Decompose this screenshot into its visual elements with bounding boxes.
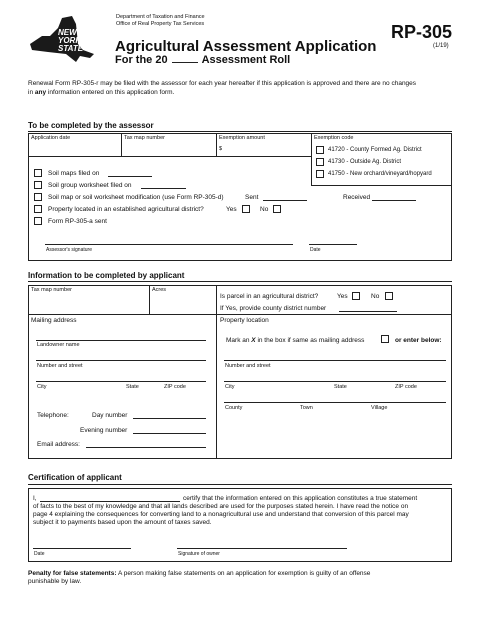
prop-street-label: Number and street: [225, 363, 271, 369]
assessor-signature-field[interactable]: [45, 244, 293, 245]
assessor-date-label: Date: [310, 247, 321, 253]
property-location-label: Property location: [220, 317, 269, 324]
applicant-heading: Information to be completed by applicant: [28, 271, 185, 280]
telephone-label: Telephone:: [37, 412, 69, 419]
penalty-line-2: punishable by law.: [28, 578, 82, 585]
code-41750-checkbox[interactable]: [316, 170, 324, 178]
applicant-rule: [28, 281, 452, 282]
subtitle-pre: For the 20: [115, 54, 168, 66]
in-ag-district-yes-label: Yes: [337, 293, 348, 300]
mail-city-label: City: [37, 384, 47, 390]
code-41720-checkbox[interactable]: [316, 146, 324, 154]
prop-city-field[interactable]: [224, 381, 446, 382]
assessor-col-div-3: [311, 133, 312, 185]
day-number-label: Day number: [92, 412, 128, 419]
dollar-sign: $: [219, 146, 223, 152]
intro-line-2-bold: any: [34, 89, 47, 96]
cert-name-field[interactable]: [40, 501, 180, 502]
sent-field[interactable]: [263, 200, 307, 201]
ag-district-yes-label: Yes: [226, 206, 237, 213]
subtitle-post: Assessment Roll: [201, 54, 291, 66]
mail-street-field[interactable]: [36, 360, 206, 361]
form-revision: (1/19): [433, 43, 449, 49]
cert-line-2: of facts to the best of my knowledge and that all lands described are used for the purposes stated herein. I have read the notice on: [33, 503, 409, 510]
in-ag-district-no-checkbox[interactable]: [385, 292, 393, 300]
app-acres-label: Acres: [152, 287, 167, 293]
county-district-field[interactable]: [339, 311, 397, 312]
assessor-heading: To be completed by the assessor: [28, 121, 154, 130]
county-district-label: If Yes, provide county district number: [220, 305, 327, 312]
soil-group-label: Soil group worksheet filed on: [48, 182, 132, 189]
cert-date-field[interactable]: [33, 548, 131, 549]
received-field[interactable]: [372, 200, 416, 201]
cert-date-label: Date: [34, 551, 45, 557]
form-sent-label: Form RP-305-a sent: [48, 218, 107, 225]
landowner-name-label: Landowner name: [37, 342, 80, 348]
evening-number-label: Evening number: [80, 427, 128, 434]
ag-district-checkbox[interactable]: [34, 205, 42, 213]
application-date-label: Application date: [31, 135, 71, 141]
exemption-code-bottom: [311, 185, 452, 186]
prop-town-label: Town: [300, 405, 313, 411]
dept-line-1: Department of Taxation and Finance: [116, 14, 205, 20]
assessor-date-field[interactable]: [309, 244, 357, 245]
ag-district-no-label: No: [260, 206, 269, 213]
intro-line-2: [28, 89, 174, 96]
form-code: RP-305: [391, 22, 453, 42]
evening-number-field[interactable]: [133, 433, 206, 434]
day-number-field[interactable]: [133, 418, 206, 419]
mark-x: X: [251, 337, 256, 344]
email-label: Email address:: [37, 441, 80, 448]
prop-street-field[interactable]: [224, 360, 446, 361]
cert-line-4: subject it to payments based upon the amount of taxes saved.: [33, 519, 212, 526]
landowner-name-field[interactable]: [36, 340, 206, 341]
soil-group-checkbox[interactable]: [34, 181, 42, 189]
code-41730-label: 41730 - Outside Ag. District: [328, 159, 402, 165]
same-as-mailing-text: [226, 337, 364, 344]
assessor-col-div-2: [216, 133, 217, 156]
form-subtitle: [115, 54, 290, 66]
assessor-signature-label: Assessor's signature: [46, 247, 92, 253]
or-enter-below-label: or enter below:: [395, 337, 442, 344]
cert-line-1: certify that the information entered on this application constitutes a true statement: [183, 495, 418, 502]
cert-i-label: I,: [33, 495, 37, 502]
penalty-bold: Penalty for false statements:: [28, 570, 117, 577]
certification-rule: [28, 484, 452, 485]
ag-district-label: Property located in an established agricultural district?: [48, 206, 204, 213]
prop-city-label: City: [225, 384, 235, 390]
same-as-mailing-checkbox[interactable]: [381, 335, 389, 343]
intro-line-2-post: information entered on this application form.: [46, 89, 175, 96]
soil-maps-label: Soil maps filed on: [48, 170, 100, 177]
assessor-rule: [28, 131, 452, 132]
state-logo-text: NEW YORK STATE: [58, 28, 84, 53]
exemption-code-label: Exemption code: [314, 135, 354, 141]
mail-city-field[interactable]: [36, 381, 206, 382]
intro-line-2-pre: in: [28, 89, 35, 96]
soil-maps-field[interactable]: [108, 176, 152, 177]
applicant-row-divider: [28, 314, 452, 315]
mail-street-label: Number and street: [37, 363, 83, 369]
prop-village-label: Village: [371, 405, 388, 411]
code-41720-label: 41720 - County Formed Ag. District: [328, 147, 422, 153]
owner-signature-label: Signature of owner: [178, 551, 220, 557]
soil-mod-checkbox[interactable]: [34, 193, 42, 201]
mailing-address-label: Mailing address: [31, 317, 77, 324]
prop-state-label: State: [334, 384, 347, 390]
state-logo: [28, 14, 98, 64]
assessor-row-divider: [28, 156, 311, 157]
mark-pre: Mark an: [226, 337, 252, 344]
code-41730-checkbox[interactable]: [316, 158, 324, 166]
certification-heading: Certification of applicant: [28, 473, 122, 482]
ag-district-yes-checkbox[interactable]: [242, 205, 250, 213]
cert-line-3: page 4 explaining the consequences for converting land to a nonagricultural use and understand that conversion of this parcel may: [33, 511, 409, 518]
intro-line-1: Renewal Form RP-305-r may be filed with the assessor for each year hereafter if this application is approved and there are no changes: [28, 80, 417, 87]
form-sent-checkbox[interactable]: [34, 217, 42, 225]
ag-district-no-checkbox[interactable]: [273, 205, 281, 213]
in-ag-district-label: Is parcel in an agricultural district?: [220, 293, 319, 300]
exemption-amount-label: Exemption amount: [219, 135, 265, 141]
penalty-line-1: [28, 570, 370, 577]
assessor-col-div-1: [121, 133, 122, 156]
dept-line-2: Office of Real Property Tax Services: [116, 21, 205, 27]
soil-mod-label: Soil map or soil worksheet modification (use Form RP-305-d): [48, 194, 224, 201]
owner-signature-field[interactable]: [177, 548, 347, 549]
prop-county-label: County: [225, 405, 243, 411]
soil-maps-checkbox[interactable]: [34, 169, 42, 177]
applicant-col-div-2: [216, 285, 217, 459]
in-ag-district-no-label: No: [371, 293, 380, 300]
mail-state-label: State: [126, 384, 139, 390]
sent-label: Sent: [245, 194, 259, 201]
tax-map-label: Tax map number: [124, 135, 165, 141]
prop-zip-label: ZIP code: [395, 384, 417, 390]
penalty-text: A person making false statements on an application for exemption is guilty of an offense: [116, 570, 371, 577]
received-label: Received: [343, 194, 371, 201]
code-41750-label: 41750 - New orchard/vineyard/hopyard: [328, 171, 432, 177]
prop-county-field[interactable]: [224, 402, 446, 403]
mail-zip-label: ZIP code: [164, 384, 186, 390]
email-field[interactable]: [86, 447, 206, 448]
year-field[interactable]: [172, 55, 198, 63]
mark-mid: in the box if same as mailing address: [255, 337, 365, 344]
form-title: Agricultural Assessment Application: [115, 38, 377, 55]
app-tax-map-label: Tax map number: [31, 287, 72, 293]
applicant-col-div-1: [149, 285, 150, 314]
soil-group-field[interactable]: [141, 188, 186, 189]
in-ag-district-yes-checkbox[interactable]: [352, 292, 360, 300]
